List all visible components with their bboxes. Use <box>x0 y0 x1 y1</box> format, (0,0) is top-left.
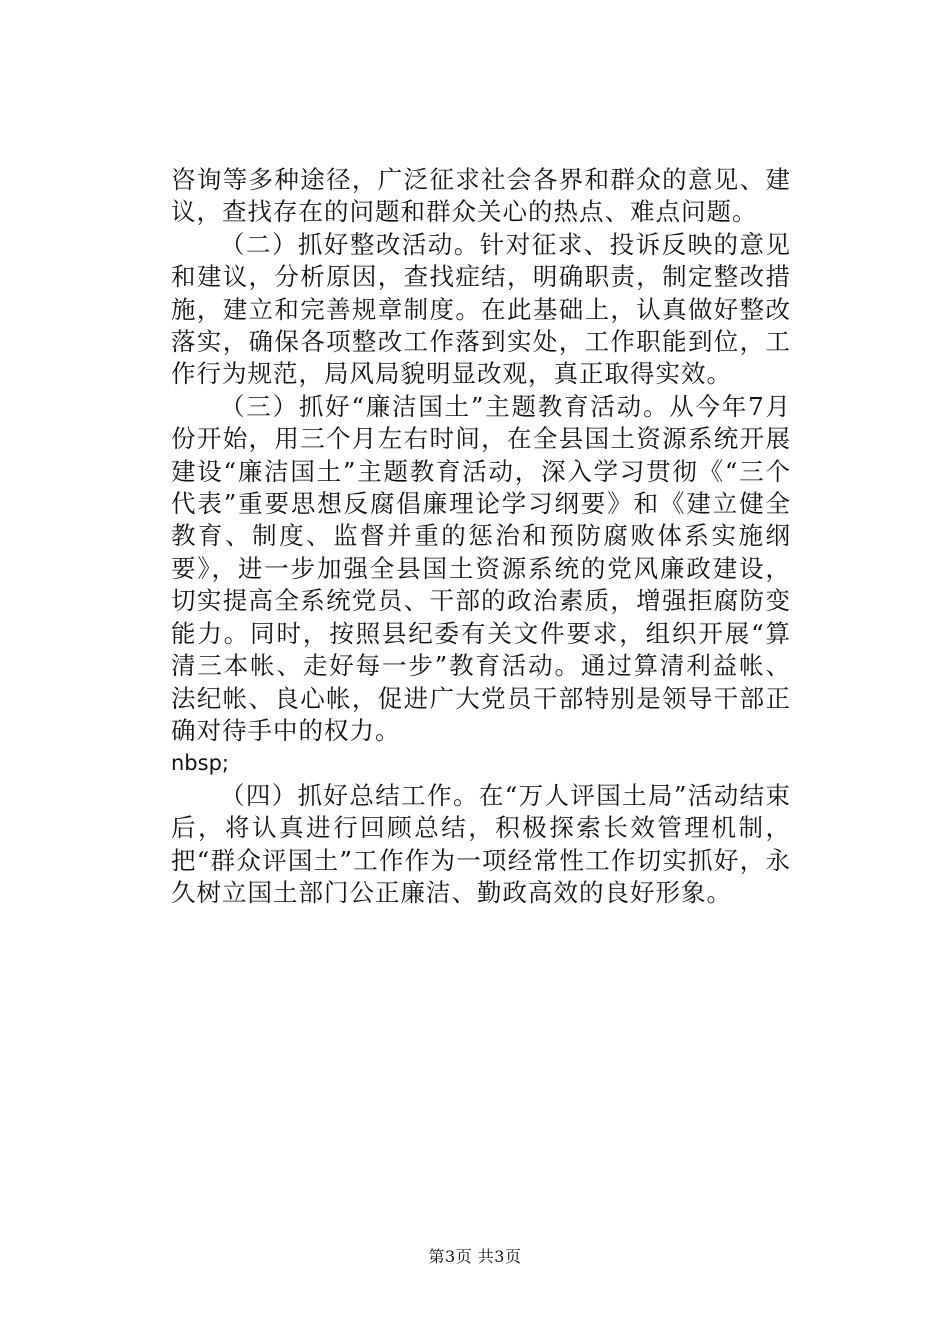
page-number-footer: 第3页 共3页 <box>428 1247 522 1266</box>
paragraph-rectification: （二）抓好整改活动。针对征求、投诉反映的意见和建议，分析原因，查找症结，明确职责，制定整改措施，建立和完善规章制度。在此基础上，认真做好整改落实，确保各项整改工作落到实处，工作职能到位，工作行为规范，局风局貌明显改观，真正取得实效。 <box>171 229 791 389</box>
document-body <box>171 164 791 909</box>
stray-nbsp-text: nbsp; <box>171 751 229 776</box>
paragraph-continuation: 咨询等多种途径，广泛征求社会各界和群众的意见、建议，查找存在的问题和群众关心的热点、难点问题。 <box>171 165 791 227</box>
paragraph-integrity-education: （三）抓好“廉洁国土”主题教育活动。从今年7月份开始，用三个月左右时间，在全县国土资源系统开展建设“廉洁国土”主题教育活动，深入学习贯彻《“三个代表”重要思想反腐倡廉理论学习纲要》和《建立健全教育、制度、监督并重的惩治和预防腐败体系实施纲要》，进一步加强全县国土资源系统的党风廉政建设，切实提高全系统党员、干部的政治素质，增强拒腐防变能力。同时，按照县纪委有关文件要求，组织开展“算清三本帐、走好每一步”教育活动。通过算清利益帐、法纪帐、良心帐，促进广大党员干部特别是领导干部正确对待手中的权力。 <box>171 391 791 745</box>
paragraph-summary-work: （四）抓好总结工作。在“万人评国土局”活动结束后，将认真进行回顾总结，积极探索长效管理机制，把“群众评国土”工作作为一项经常性工作切实抓好，永久树立国土部门公正廉洁、勤政高效的良好形象。 <box>171 780 791 907</box>
